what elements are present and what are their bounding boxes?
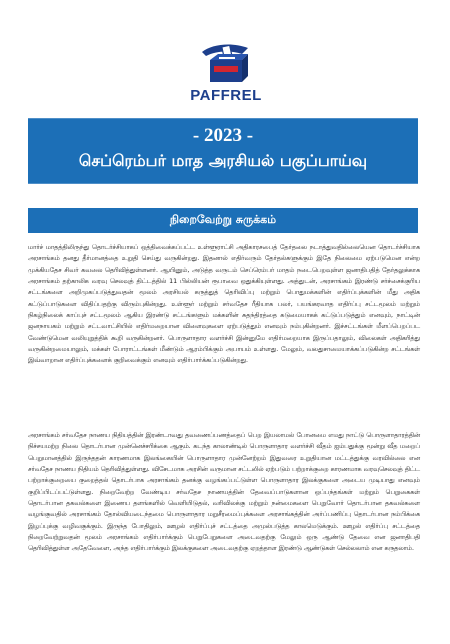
logo-wordmark: PAFFREL — [190, 87, 262, 104]
executive-summary-header — [28, 208, 418, 233]
report-year: - 2023 - — [192, 125, 254, 146]
body-paragraph-1: மார்ச் மாதத்திலிருந்து தொடர்ச்சியாகப் ஒத்திவைக்கப்பட்ட உள்ளூராட்சி அதிகாரசபைத் தேர்தலை நடாத்துவதில்லையென தொடர்ச்சியாக அரசாங்கம் தனது தீர்மானத்தை உறுதி செய்து வருகின்றது. இதனால் எதிர்வரும் தேர்தல்களுக்கும் இதே நிலைமை ஏற்படுமென என்ற முக்கியதேச சிவர் கவலை தெரிவித்துள்ளனர். ஆயினும், அடுத்த வருடம் செப்ரெம்பர் மாதம் நடைபெறவுள்ள ஜனாதிபதித் தேர்தலுக்காக அரசாங்கம் தற்காலிக வரவு செலவுத் திட்டத்தில் 11 பில்லியன் ரூபாவை ஒதுக்கியுள்ளது. அத்துடன், அரசாங்கம் இரண்டு சர்ச்சைக்குரிய சட்டங்களை அறிமுகப்படுத்துவதன் மூலம் அரசியல் கருத்துத் தெரிவிப்பு மற்றும் பொதுமக்களின் எதிர்ப்புக்களின் மீது அதிக கட்டுப்பாடுகளை விதிப்பதற்கு விரும்புகின்றது. உள்ளூர் மற்றும் சர்வதேச ரீதியாக பலர், பயங்கரவாத எதிர்ப்பு சட்டமூலம் மற்றும் நிகழ்நிலைக் காப்புச் சட்டமூலம் ஆகிய இரண்டு சட்டங்களும் மக்களின் சுதந்திரத்தை கடுமையாகக் கட்டுப்படுத்தும் எனவும், நாட்டின் ஜனநாயகம் மற்றும் சட்டவாட்சியில் எதிர்மறையான விளைவுகளை ஏற்படுத்தும் எனவும் நம்புகின்றனர். இச்சட்டங்கள் மீளப்பெறப்பட வேண்டுமென வலியுறுத்திக் கூறி வருகின்றனர். பொருளாதார வளர்ச்சி இன்னுமே எதிர்மறையாக இருப்பதாலும், விலைகள் அதிகரித்து வருகின்றமையாலும், மக்கள் போராட்டங்கள் மீண்டும் ஆரம்பிக்கும் அபாயம் உள்ளது. மேலும், வலதுசாமையாக்கப்படுகின்ற சட்டங்கள் இவ்வாறான எதிர்ப்புக்களைக் குறிவைக்கும் எனவும் எதிர்பார்க்கப்படுகின்றது. — [28, 244, 420, 365]
executive-summary-title: நிறைவேற்று சுருக்கம் — [169, 213, 277, 226]
body-paragraph-2: அரசாங்கம் சர்வதேச நாணய நிதியத்தின் இரண்டாவது தவணைப்பணத்தைப் பெற இயலாமல் போனமை எமது நாட்டு பொருளாதாரத்தின் நிச்சயமற்ற நிலை தொடர்பான முன்னெச்சரிக்கை ஆகும். கடந்த காலாண்டில் பொருளாதார வளர்ச்சி வீதம் ஐம்பதுக்கு மூன்று வீத மறைப் பெறுமானத்தில் இருந்ததன் காரணமாக இலங்கையின் பொருளாதார முன்னேற்றம் இதுவரை உறுதியான மட்டத்துக்கு வரவில்லை என சர்வதேச நாணய நிதியம் தெரிவித்துள்ளது. விசேடமாக அரசின் வருமான சட்டலில் ஏற்படும் பற்றாக்குறை காரணமாக வரவுசெலவுத் திட்ட பற்றாக்குறையை குறைத்தல் தொடர்பாக அரசாங்கம் தனக்கு வழங்கப்பட்டுள்ள பொருளாதார இலக்குகளை அடைய முடியாது எனவும் குறிப்பிடப்பட்டுள்ளது. நிறைவேற்ற வேண்டிய சர்வதேச நாணயத்தின் தேவைப்பாடுகளான ஒப்பந்தங்கள் மற்றும் பெறுகைகள் தொடர்பான தகவல்களை இணைய தளங்களில் வெளியிடுதல், வரிவிலக்கு மற்றும் நன்மைகளை பெறுவோர் தொடர்பான தகவல்களை வழங்குவதில் அரசாங்கம் தோல்வியடைந்தமை பொருளாதார மறுசீரமைப்புக்களை அரசாங்கத்தின் அர்ப்பணிப்பு தொடர்பான நம்பிக்கை இழப்புக்கு வழிவகுக்கும். இருந்த போதிலும், ஊழல் எதிர்ப்புச் சட்டத்தை அமுல்படுத்த காலமெடுக்கும். ஊழல் எதிர்ப்பு சட்டத்தை நிறைவேற்றுவதன் மூலம் அரசாங்கம் எதிர்பார்க்கும் பெறுபேறுகளை அடைவதற்கு மேலும் ஒரு ஆண்டு தேவை என ஜனாதிபதி தெரிவித்துள்ள அதேவேளை, அந்த எதிர்பார்க்கும் இலக்குகளை அடைவதற்கு ஏறத்தாள இரண்டு ஆண்டுகள் செல்லலாம் என கருதலாம். — [28, 432, 420, 553]
ballot-box-icon — [198, 40, 254, 86]
paffrel-logo — [178, 40, 274, 102]
title-banner — [28, 118, 418, 184]
report-title: செப்ரெம்பர் மாத அரசியல் பகுப்பாய்வு — [78, 151, 368, 170]
